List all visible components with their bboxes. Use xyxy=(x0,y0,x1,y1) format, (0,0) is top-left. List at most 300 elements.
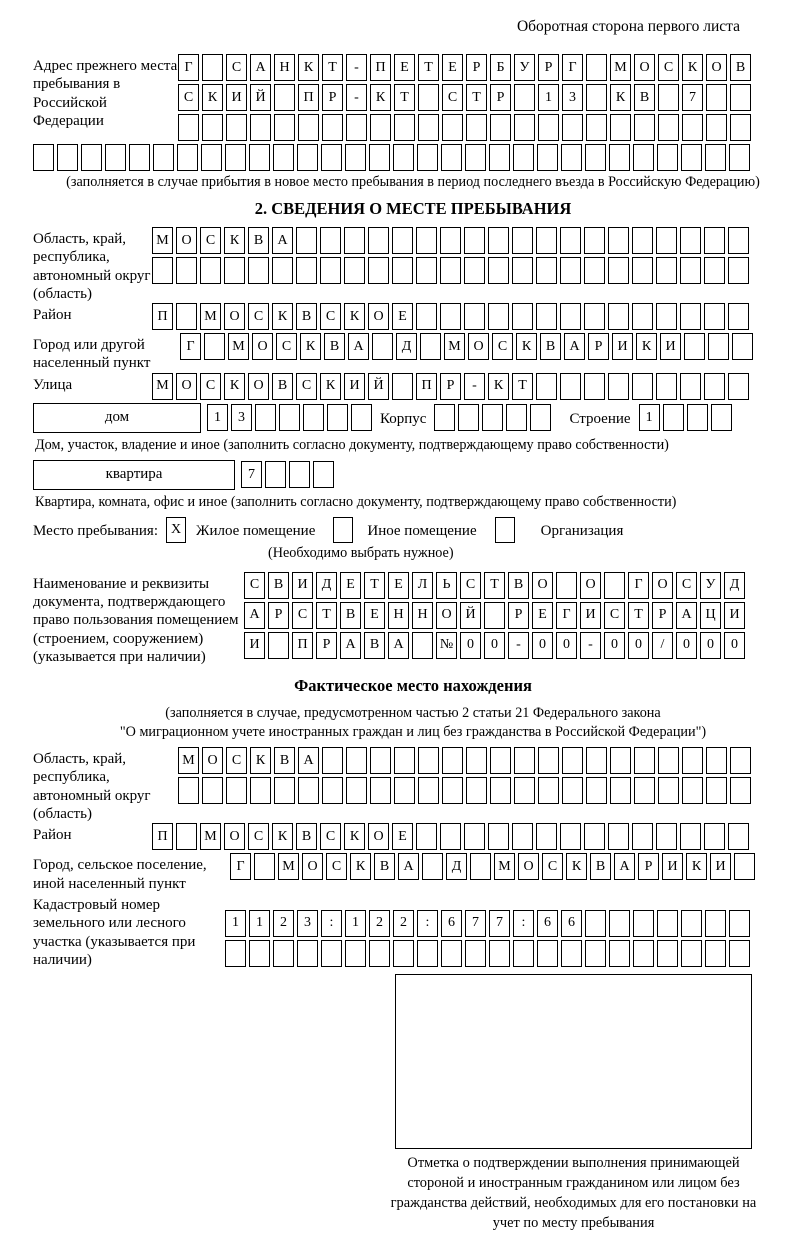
char-cell xyxy=(254,853,275,880)
char-cell xyxy=(322,747,343,774)
char-cell xyxy=(346,747,367,774)
char-cell xyxy=(730,747,751,774)
char-cell xyxy=(657,910,678,937)
char-cell xyxy=(704,823,725,850)
char-cell xyxy=(489,940,510,967)
char-cell xyxy=(273,144,294,171)
char-cell: Й xyxy=(250,84,271,111)
char-cell xyxy=(434,404,455,431)
char-cell: - xyxy=(508,632,529,659)
char-cell xyxy=(585,910,606,937)
char-cell: - xyxy=(346,54,367,81)
char-cell xyxy=(274,777,295,804)
stamp-caption: Отметка о подтверждении выполнения принимающей стороной и иностранным гражданином или лицом без гражданства действий, необходимых для его постановки на учет по месту пребывания xyxy=(390,1154,757,1231)
char-cell: С xyxy=(248,303,269,330)
factual-oblast-row-2 xyxy=(178,777,751,804)
char-cell: К xyxy=(488,373,509,400)
char-cell: Г xyxy=(178,54,199,81)
apartment-note: Квартира, комната, офис и иное (заполнить согласно документу, подтверждающему право собственности) xyxy=(35,493,677,510)
char-cell xyxy=(202,54,223,81)
char-cell xyxy=(584,823,605,850)
char-cell xyxy=(394,114,415,141)
char-cell: 0 xyxy=(556,632,577,659)
char-cell xyxy=(296,227,317,254)
char-cell xyxy=(705,940,726,967)
char-cell xyxy=(296,257,317,284)
house-cells xyxy=(207,404,372,431)
char-cell: В xyxy=(374,853,395,880)
char-cell xyxy=(728,303,749,330)
char-cell xyxy=(320,227,341,254)
char-cell: Т xyxy=(364,572,385,599)
char-cell xyxy=(490,747,511,774)
char-cell: Т xyxy=(394,84,415,111)
char-cell xyxy=(585,144,606,171)
char-cell xyxy=(706,777,727,804)
char-cell xyxy=(609,940,630,967)
char-cell: О xyxy=(518,853,539,880)
char-cell xyxy=(466,747,487,774)
char-cell: А xyxy=(676,602,697,629)
char-cell: А xyxy=(388,632,409,659)
char-cell xyxy=(369,940,390,967)
stay-type-row xyxy=(33,517,800,543)
char-cell xyxy=(297,144,318,171)
char-cell xyxy=(490,777,511,804)
char-cell xyxy=(681,144,702,171)
char-cell xyxy=(268,632,289,659)
char-cell xyxy=(513,144,534,171)
char-cell: С xyxy=(326,853,347,880)
char-cell xyxy=(249,144,270,171)
char-cell xyxy=(482,404,503,431)
char-cell: Г xyxy=(230,853,251,880)
char-cell xyxy=(706,747,727,774)
char-cell: 7 xyxy=(489,910,510,937)
char-cell xyxy=(249,940,270,967)
rayon-block xyxy=(33,303,800,333)
char-cell: О xyxy=(368,823,389,850)
char-cell xyxy=(604,572,625,599)
char-cell: Н xyxy=(388,602,409,629)
char-cell: Р xyxy=(316,632,337,659)
char-cell xyxy=(512,257,533,284)
char-cell xyxy=(412,632,433,659)
char-cell: Е xyxy=(392,823,413,850)
char-cell: А xyxy=(298,747,319,774)
char-cell xyxy=(680,823,701,850)
stroenie-cells xyxy=(639,404,732,431)
char-cell xyxy=(586,114,607,141)
option-inoe-label: Иное помещение xyxy=(367,523,477,540)
char-cell xyxy=(442,777,463,804)
char-cell xyxy=(297,940,318,967)
oblast-label: Область, край, республика, автономный округ (область) xyxy=(33,231,151,302)
char-cell: С xyxy=(492,333,513,360)
char-cell xyxy=(176,823,197,850)
page-title: Оборотная сторона первого листа xyxy=(516,18,740,35)
char-cell xyxy=(369,144,390,171)
char-cell: Р xyxy=(638,853,659,880)
char-cell: С xyxy=(296,373,317,400)
char-cell xyxy=(272,257,293,284)
section2-title: 2. СВЕДЕНИЯ О МЕСТЕ ПРЕБЫВАНИЯ xyxy=(254,199,572,218)
char-cell xyxy=(488,257,509,284)
char-cell: В xyxy=(296,303,317,330)
prev-address-row-3 xyxy=(178,114,751,141)
char-cell: 3 xyxy=(297,910,318,937)
char-cell: Й xyxy=(460,602,481,629)
char-cell xyxy=(732,333,753,360)
char-cell: : xyxy=(513,910,534,937)
char-cell: Т xyxy=(628,602,649,629)
char-cell xyxy=(562,114,583,141)
char-cell xyxy=(327,404,348,431)
char-cell xyxy=(584,303,605,330)
char-cell xyxy=(512,823,533,850)
char-cell xyxy=(464,823,485,850)
char-cell xyxy=(368,227,389,254)
char-cell: П xyxy=(298,84,319,111)
apartment-box-label: квартира xyxy=(33,460,235,490)
char-cell xyxy=(656,823,677,850)
char-cell xyxy=(466,777,487,804)
char-cell: М xyxy=(200,823,221,850)
stay-type-label: Место пребывания: xyxy=(33,523,158,540)
char-cell xyxy=(656,303,677,330)
char-cell xyxy=(322,777,343,804)
char-cell: К xyxy=(224,227,245,254)
char-cell xyxy=(370,747,391,774)
char-cell xyxy=(704,227,725,254)
char-cell xyxy=(420,333,441,360)
document-label: Наименование и реквизиты документа, подтверждающего право пользования помещением (строением, сооружением) (указывается при наличии) xyxy=(33,575,239,665)
char-cell xyxy=(706,84,727,111)
char-cell xyxy=(176,257,197,284)
char-cell: Е xyxy=(394,54,415,81)
char-cell xyxy=(418,114,439,141)
char-cell xyxy=(656,257,677,284)
char-cell: А xyxy=(250,54,271,81)
char-cell xyxy=(680,257,701,284)
char-cell xyxy=(656,373,677,400)
prev-address-row-2 xyxy=(178,84,751,111)
char-cell: - xyxy=(580,632,601,659)
char-cell: 3 xyxy=(562,84,583,111)
char-cell: В xyxy=(364,632,385,659)
char-cell xyxy=(706,114,727,141)
char-cell xyxy=(632,823,653,850)
char-cell: 1 xyxy=(249,910,270,937)
checkbox-zhiloe: X xyxy=(166,517,186,543)
char-cell: Р xyxy=(322,84,343,111)
char-cell xyxy=(248,257,269,284)
char-cell xyxy=(608,823,629,850)
char-cell xyxy=(608,227,629,254)
char-cell: П xyxy=(292,632,313,659)
char-cell xyxy=(370,114,391,141)
char-cell xyxy=(488,227,509,254)
char-cell xyxy=(536,823,557,850)
char-cell xyxy=(728,227,749,254)
rayon-label: Район xyxy=(33,307,72,324)
stay-type-note: (Необходимо выбрать нужное) xyxy=(268,544,454,561)
factual-gorod-row xyxy=(230,853,755,880)
char-cell xyxy=(351,404,372,431)
char-cell xyxy=(289,461,310,488)
char-cell: Г xyxy=(180,333,201,360)
char-cell: А xyxy=(244,602,265,629)
char-cell xyxy=(586,84,607,111)
char-cell: К xyxy=(682,54,703,81)
char-cell xyxy=(730,84,751,111)
char-cell: В xyxy=(274,747,295,774)
char-cell: К xyxy=(272,823,293,850)
char-cell xyxy=(458,404,479,431)
char-cell xyxy=(584,227,605,254)
char-cell: Т xyxy=(418,54,439,81)
char-cell: К xyxy=(636,333,657,360)
prev-address-note: (заполняется в случае прибытия в новое место пребывания в период последнего въезда в Российскую Федерацию) xyxy=(66,174,760,190)
char-cell: П xyxy=(152,303,173,330)
char-cell: С xyxy=(320,303,341,330)
cadastral-label: Кадастровый номер земельного или лесного участка (указывается при наличии) xyxy=(33,896,196,968)
char-cell: 0 xyxy=(484,632,505,659)
char-cell xyxy=(152,257,173,284)
char-cell xyxy=(274,84,295,111)
char-cell xyxy=(704,303,725,330)
char-cell xyxy=(490,114,511,141)
option-organizaciya-label: Организация xyxy=(540,523,624,540)
char-cell xyxy=(560,257,581,284)
char-cell xyxy=(562,777,583,804)
char-cell: С xyxy=(244,572,265,599)
char-cell xyxy=(250,777,271,804)
char-cell xyxy=(279,404,300,431)
char-cell xyxy=(201,144,222,171)
document-block xyxy=(33,572,800,666)
char-cell xyxy=(633,144,654,171)
char-cell: - xyxy=(346,84,367,111)
char-cell: О xyxy=(706,54,727,81)
char-cell xyxy=(536,257,557,284)
char-cell xyxy=(346,777,367,804)
char-cell xyxy=(514,114,535,141)
house-row xyxy=(33,403,800,433)
char-cell: Л xyxy=(412,572,433,599)
char-cell: К xyxy=(370,84,391,111)
char-cell xyxy=(392,227,413,254)
char-cell xyxy=(561,940,582,967)
char-cell xyxy=(514,777,535,804)
char-cell: В xyxy=(248,227,269,254)
checkbox-organizaciya xyxy=(495,517,515,543)
char-cell: / xyxy=(652,632,673,659)
char-cell: Д xyxy=(316,572,337,599)
char-cell: С xyxy=(276,333,297,360)
char-cell xyxy=(416,823,437,850)
checkbox-inoe xyxy=(333,517,353,543)
char-cell xyxy=(682,747,703,774)
char-cell: Е xyxy=(392,303,413,330)
char-cell xyxy=(537,940,558,967)
char-cell: С xyxy=(226,54,247,81)
char-cell: С xyxy=(442,84,463,111)
char-cell xyxy=(441,940,462,967)
char-cell xyxy=(729,144,750,171)
char-cell xyxy=(417,144,438,171)
char-cell: О xyxy=(224,303,245,330)
gorod-block xyxy=(33,333,800,373)
char-cell: К xyxy=(344,823,365,850)
factual-rayon-block xyxy=(33,823,800,853)
char-cell: С xyxy=(320,823,341,850)
char-cell: В xyxy=(340,602,361,629)
gorod-row xyxy=(180,333,753,360)
char-cell xyxy=(345,144,366,171)
char-cell xyxy=(506,404,527,431)
char-cell xyxy=(484,602,505,629)
char-cell xyxy=(658,777,679,804)
char-cell: 2 xyxy=(393,910,414,937)
char-cell xyxy=(728,257,749,284)
char-cell xyxy=(705,144,726,171)
char-cell: К xyxy=(250,747,271,774)
char-cell xyxy=(658,747,679,774)
char-cell: 7 xyxy=(241,461,262,488)
char-cell xyxy=(344,227,365,254)
char-cell: С xyxy=(178,84,199,111)
char-cell: А xyxy=(614,853,635,880)
ulitsa-label: Улица xyxy=(33,376,73,393)
char-cell xyxy=(681,940,702,967)
char-cell: У xyxy=(514,54,535,81)
char-cell: И xyxy=(612,333,633,360)
char-cell: О xyxy=(202,747,223,774)
char-cell xyxy=(560,303,581,330)
factual-oblast-block xyxy=(33,747,800,823)
char-cell: Р xyxy=(466,54,487,81)
char-cell xyxy=(586,54,607,81)
char-cell: М xyxy=(200,303,221,330)
char-cell xyxy=(609,144,630,171)
document-row-3 xyxy=(244,632,745,659)
char-cell: И xyxy=(662,853,683,880)
char-cell xyxy=(226,777,247,804)
char-cell xyxy=(298,114,319,141)
char-cell: М xyxy=(610,54,631,81)
char-cell: В xyxy=(540,333,561,360)
char-cell: К xyxy=(272,303,293,330)
char-cell xyxy=(729,910,750,937)
char-cell xyxy=(657,144,678,171)
char-cell: Н xyxy=(412,602,433,629)
char-cell xyxy=(680,373,701,400)
char-cell xyxy=(200,257,221,284)
char-cell: И xyxy=(244,632,265,659)
char-cell xyxy=(680,303,701,330)
char-cell: 1 xyxy=(207,404,228,431)
house-box-label: дом xyxy=(33,403,201,433)
char-cell: О xyxy=(634,54,655,81)
char-cell: Т xyxy=(466,84,487,111)
char-cell: М xyxy=(494,853,515,880)
char-cell xyxy=(321,940,342,967)
char-cell xyxy=(265,461,286,488)
char-cell: № xyxy=(436,632,457,659)
char-cell xyxy=(225,940,246,967)
char-cell: В xyxy=(296,823,317,850)
char-cell xyxy=(465,940,486,967)
char-cell xyxy=(536,227,557,254)
char-cell: О xyxy=(176,227,197,254)
char-cell xyxy=(440,257,461,284)
house-note: Дом, участок, владение и иное (заполнить согласно документу, подтверждающему право собственности) xyxy=(35,436,669,453)
char-cell: И xyxy=(292,572,313,599)
char-cell xyxy=(440,303,461,330)
char-cell xyxy=(538,114,559,141)
char-cell xyxy=(634,747,655,774)
char-cell xyxy=(687,404,708,431)
char-cell: Р xyxy=(268,602,289,629)
char-cell xyxy=(322,114,343,141)
char-cell xyxy=(610,114,631,141)
char-cell xyxy=(313,461,334,488)
char-cell xyxy=(562,747,583,774)
char-cell: 1 xyxy=(345,910,366,937)
char-cell xyxy=(466,114,487,141)
document-row-2 xyxy=(244,602,745,629)
char-cell xyxy=(105,144,126,171)
char-cell: О xyxy=(468,333,489,360)
char-cell: В xyxy=(508,572,529,599)
char-cell xyxy=(273,940,294,967)
char-cell xyxy=(728,823,749,850)
char-cell: К xyxy=(298,54,319,81)
char-cell: 0 xyxy=(700,632,721,659)
char-cell: О xyxy=(580,572,601,599)
char-cell: А xyxy=(564,333,585,360)
oblast-row-2 xyxy=(152,257,749,284)
char-cell xyxy=(633,940,654,967)
char-cell xyxy=(608,257,629,284)
factual-title: Фактическое место нахождения xyxy=(294,676,532,696)
char-cell xyxy=(372,333,393,360)
oblast-block xyxy=(33,227,800,303)
char-cell xyxy=(632,257,653,284)
char-cell xyxy=(632,303,653,330)
char-cell xyxy=(729,940,750,967)
char-cell: Т xyxy=(322,54,343,81)
char-cell xyxy=(538,747,559,774)
char-cell xyxy=(556,572,577,599)
char-cell: К xyxy=(566,853,587,880)
char-cell xyxy=(728,373,749,400)
char-cell xyxy=(610,747,631,774)
prev-address-block xyxy=(33,54,800,144)
char-cell xyxy=(658,84,679,111)
char-cell: : xyxy=(321,910,342,937)
char-cell: Г xyxy=(562,54,583,81)
char-cell xyxy=(489,144,510,171)
char-cell xyxy=(417,940,438,967)
char-cell xyxy=(536,303,557,330)
char-cell xyxy=(224,257,245,284)
char-cell xyxy=(586,777,607,804)
char-cell xyxy=(298,777,319,804)
char-cell xyxy=(656,227,677,254)
prev-address-row-1 xyxy=(178,54,751,81)
